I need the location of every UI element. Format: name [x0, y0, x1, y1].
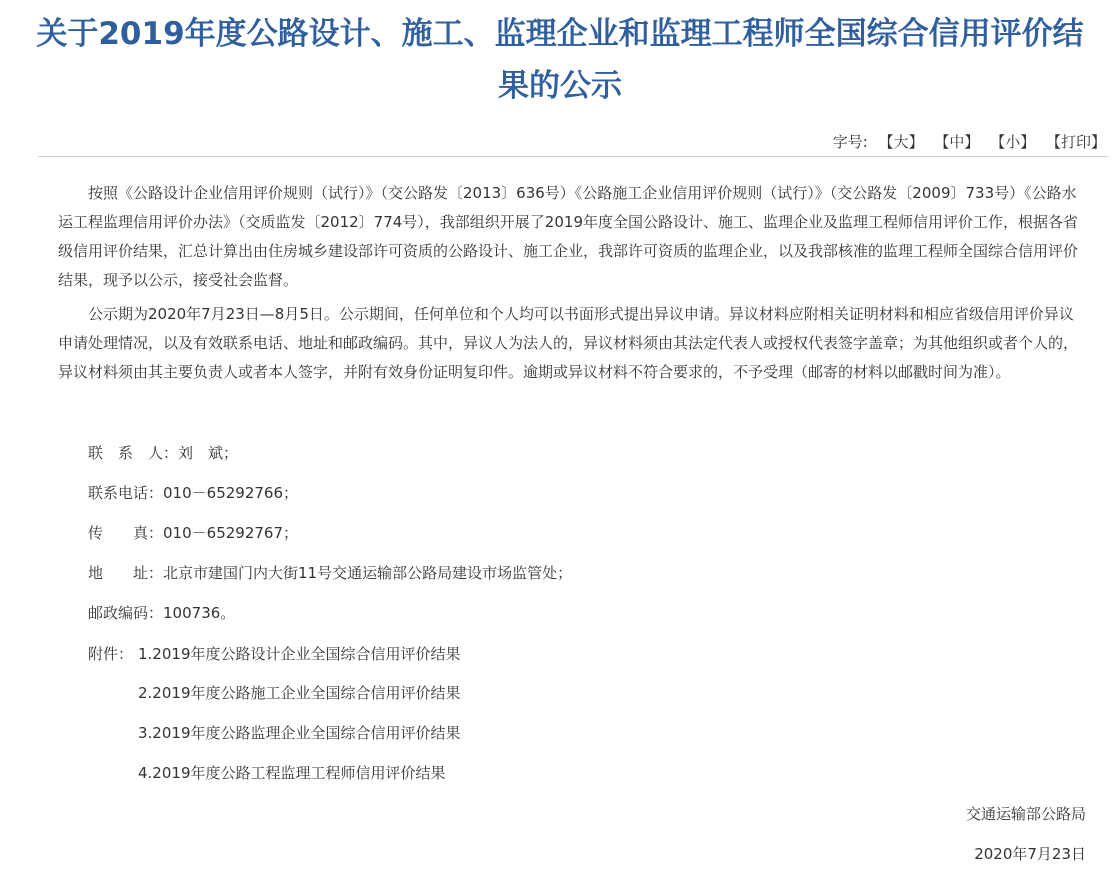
- contact-address-value: 北京市建国门内大街11号交通运输部公路局建设市场监管处；: [163, 564, 573, 582]
- font-large-button[interactable]: 【大】: [878, 133, 924, 151]
- contact-person-line: [88, 442, 238, 464]
- page-title: 关于2019年度公路设计、施工、监理企业和监理工程师全国综合信用评价结果的公示: [36, 16, 1084, 104]
- attachment-item-3: 3.2019年度公路监理企业全国综合信用评价结果: [138, 724, 461, 742]
- contact-phone-label: 联系电话：: [88, 484, 164, 502]
- signature-date: 2020年7月23日: [974, 845, 1086, 863]
- contact-person-value: 刘 斌；: [178, 444, 239, 462]
- font-size-label: 字号:: [832, 133, 868, 151]
- font-medium-button[interactable]: 【中】: [934, 133, 980, 151]
- attachment-item-2: 2.2019年度公路施工企业全国综合信用评价结果: [138, 684, 461, 702]
- signature-org: 交通运输部公路局: [965, 805, 1086, 823]
- body-paragraph-2: 公示期为2020年7月23日—8月5日。公示期间，任何单位和个人均可以书面形式提出异议申请。异议材料应附相关证明材料和相应省级信用评价异议申请处理情况，以及有效联系电话、地址和邮政编码。其中，异议人为法人的，异议材料须由其法定代表人或授权代表签字盖章；为其他组织或者个人的，异议材料须由其主要负责人或者本人签字，并附有效身份证明复印件。逾期或异议材料不符合要求的，不予受理（邮寄的材料以邮戳时间为准）。: [58, 305, 1079, 381]
- article-body: [58, 179, 1088, 387]
- contact-phone-line: [88, 482, 298, 504]
- contact-phone-value: 010－65292766；: [163, 484, 298, 502]
- attachment-item-1: 1.2019年度公路设计企业全国综合信用评价结果: [138, 645, 461, 663]
- contact-postcode-value: 100736。: [163, 604, 236, 622]
- contact-postcode-label: 邮政编码：: [88, 604, 164, 622]
- contact-person-label: 联 系 人：: [88, 444, 179, 462]
- attachments-label: 附件：: [88, 645, 134, 663]
- contact-fax-value: 010－65292767；: [163, 524, 298, 542]
- body-paragraph-1: 按照《公路设计企业信用评价规则（试行）》（交公路发〔2013〕636号）《公路施工企业信用评价规则（试行）》（交公路发〔2009〕733号）《公路水运工程监理信用评价办法》（交质监发〔2012〕774号），我部组织开展了2019年度全国公路设计、施工、监理企业及监理工程师信用评价工作，根据各省级信用评价结果，汇总计算出由住房城乡建设部许可资质的公路设计、施工企业，我部许可资质的监理企业，以及我部核准的监理工程师全国综合信用评价结果，现予以公示，接受社会监督。: [58, 184, 1079, 289]
- font-small-button[interactable]: 【小】: [990, 133, 1036, 151]
- contact-fax-label: 传 真：: [88, 524, 164, 542]
- contact-address-label: 地 址：: [88, 564, 164, 582]
- contact-postcode-line: [88, 602, 235, 624]
- attachment-item-4: 4.2019年度公路工程监理工程师信用评价结果: [138, 764, 446, 782]
- contact-fax-line: [88, 522, 298, 544]
- print-button[interactable]: 【打印】: [1045, 133, 1106, 151]
- contact-address-line: [88, 562, 572, 584]
- font-size-toolbar: [833, 131, 1106, 153]
- title-divider: [38, 156, 1108, 157]
